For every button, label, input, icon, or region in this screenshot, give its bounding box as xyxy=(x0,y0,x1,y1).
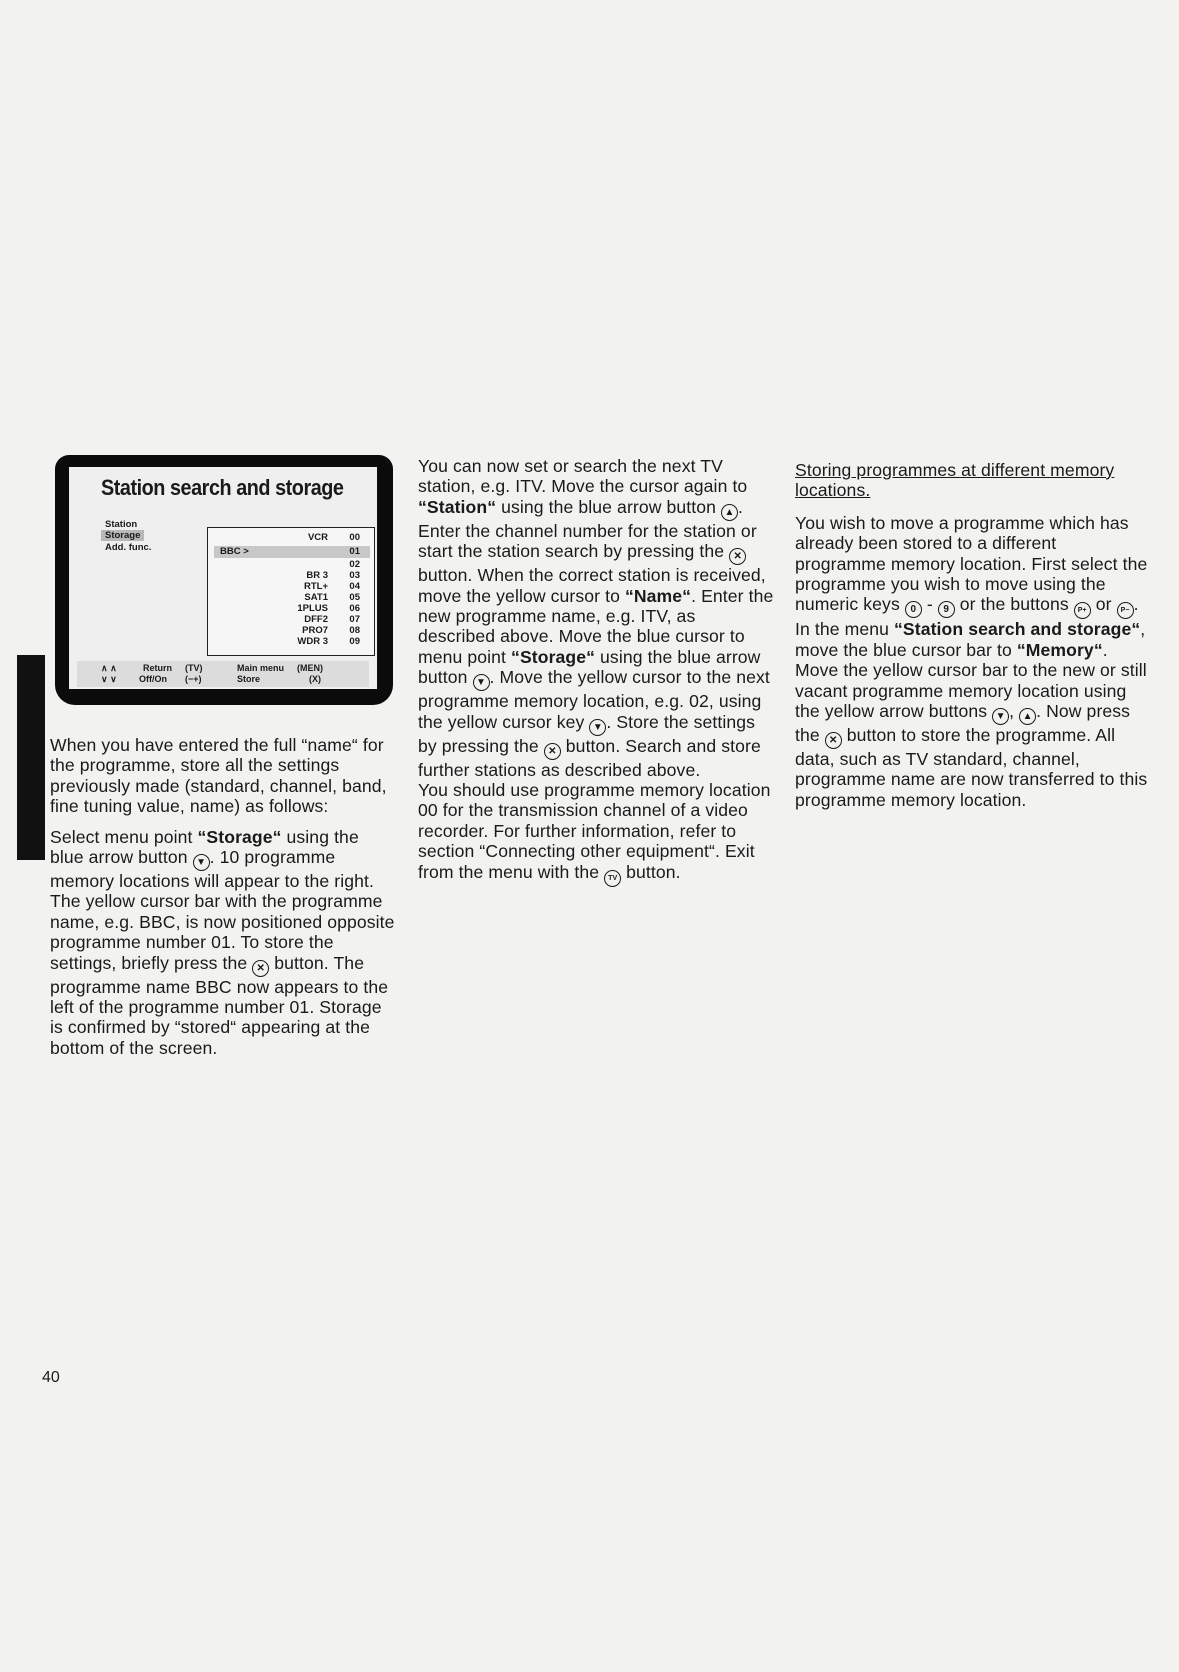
footer-offon-key: (−+) xyxy=(185,674,202,684)
footer-main-menu-key: (MEN) xyxy=(297,663,323,673)
page-number: 40 xyxy=(42,1369,60,1386)
programme-row: RTL+ 04 xyxy=(303,581,360,592)
programme-list xyxy=(207,527,375,656)
footer-return-key: (TV) xyxy=(185,663,203,673)
programme-row: BR 3 03 xyxy=(306,570,360,581)
programme-row: VCR 00 xyxy=(307,532,360,543)
tv-screen-illustration xyxy=(55,455,393,705)
screen-title: Station search and storage xyxy=(101,475,344,500)
programme-row: DFF2 07 xyxy=(304,614,360,625)
column-middle xyxy=(418,456,774,887)
ok-button-icon: ✕ xyxy=(825,732,842,749)
paragraph-intro: When you have entered the full “name“ for the programme, store all the settings previously made (standard, channel, band, fine tuning value, name) as follows: xyxy=(50,735,387,817)
footer-store: Store xyxy=(237,674,261,684)
arrow-up-icon: ▲ xyxy=(721,504,738,521)
arrow-up-icon: ▲ xyxy=(1019,708,1036,725)
section-heading: Storing programmes at different memory locations. xyxy=(795,460,1115,501)
paragraph-video-recorder: You should use programme memory location 00 for the transmission channel of a video recorder. For further information, refer to section “Connecting other equipment“. Exit from the menu with the TV button. xyxy=(418,780,774,887)
footer-offon: Off/On xyxy=(139,674,167,684)
down-arrows-icon: ∨ ∨ xyxy=(101,674,117,684)
footer-main-menu: Main menu xyxy=(237,663,285,673)
tv-screen-display xyxy=(69,467,377,689)
paragraph-next-station: You can now set or search the next TV station, e.g. ITV. Move the cursor again to “Station“ using the blue arrow button ▲ . Enter the channel number for the station or start the station search by pressing the ✕ button. When the correct station is received, move the yellow cursor to “Name“. Enter the new programme name, e.g. ITV, as described above. Move the blue cursor to menu point “Storage“ using the blue arrow button ▼ . Move the yellow cursor to the next programme memory location, e.g. 02, using the yellow cursor key ▼ . Store the settings by pressing the ✕ button. Search and store further stations as described above. xyxy=(418,456,774,780)
tv-button-icon: TV xyxy=(604,870,621,887)
paragraph-storage: Select menu point “Storage“ using the blue arrow button ▼ . 10 programme memory locations will appear to the right. The yellow cursor bar with the programme name, e.g. BBC, is now positioned opposite programme number 01. To store the settings, briefly press the ✕ button. The programme name BBC now appears to the left of the programme number 01. Storage is confirmed by “stored“ appearing at the bottom of the screen. xyxy=(50,826,395,1058)
column-right xyxy=(795,460,1150,810)
programme-row: WDR 3 09 xyxy=(297,636,360,647)
p-minus-button-icon: P− xyxy=(1117,602,1134,619)
arrow-down-icon: ▼ xyxy=(992,708,1009,725)
up-arrows-icon: ∧ ∧ xyxy=(101,663,117,673)
ok-button-icon: ✕ xyxy=(544,743,561,760)
arrow-down-icon: ▼ xyxy=(589,719,606,736)
footer-return: Return xyxy=(143,663,172,673)
programme-row: PRO7 08 xyxy=(302,625,360,636)
zero-key-icon: 0 xyxy=(905,601,922,618)
programme-row: 02 xyxy=(349,559,360,570)
menu-item-storage: Storage xyxy=(101,530,144,541)
programme-row: SAT1 05 xyxy=(304,592,360,603)
p-plus-button-icon: P+ xyxy=(1074,602,1091,619)
menu-item-add-func: Add. func. xyxy=(105,542,152,553)
programme-row: 1PLUS 06 xyxy=(297,603,360,614)
screen-footer xyxy=(77,661,369,687)
arrow-down-icon: ▼ xyxy=(193,854,210,871)
menu-item-station: Station xyxy=(105,519,138,530)
arrow-down-icon: ▼ xyxy=(473,674,490,691)
footer-store-key: (X) xyxy=(309,674,321,684)
side-tab-marker xyxy=(17,655,45,860)
paragraph-move-programme: You wish to move a programme which has already been stored to a different programme memory location. First select the programme you wish to move using the numeric keys 0 - 9 or the buttons P+ or P− . In the menu “Station search and storage“, move the blue cursor bar to “Memory“. Move the yellow cursor bar to the new or still vacant programme memory location using the yellow arrow buttons ▼ , ▲ . Now press the ✕ button to store the programme. All data, such as TV standard, channel, programme name are now transferred to this programme memory location. xyxy=(795,512,1148,810)
nine-key-icon: 9 xyxy=(938,601,955,618)
programme-row-selected: BBC > 01 xyxy=(220,546,360,557)
ok-button-icon: ✕ xyxy=(729,548,746,565)
ok-button-icon: ✕ xyxy=(252,960,269,977)
column-left xyxy=(50,735,395,1058)
